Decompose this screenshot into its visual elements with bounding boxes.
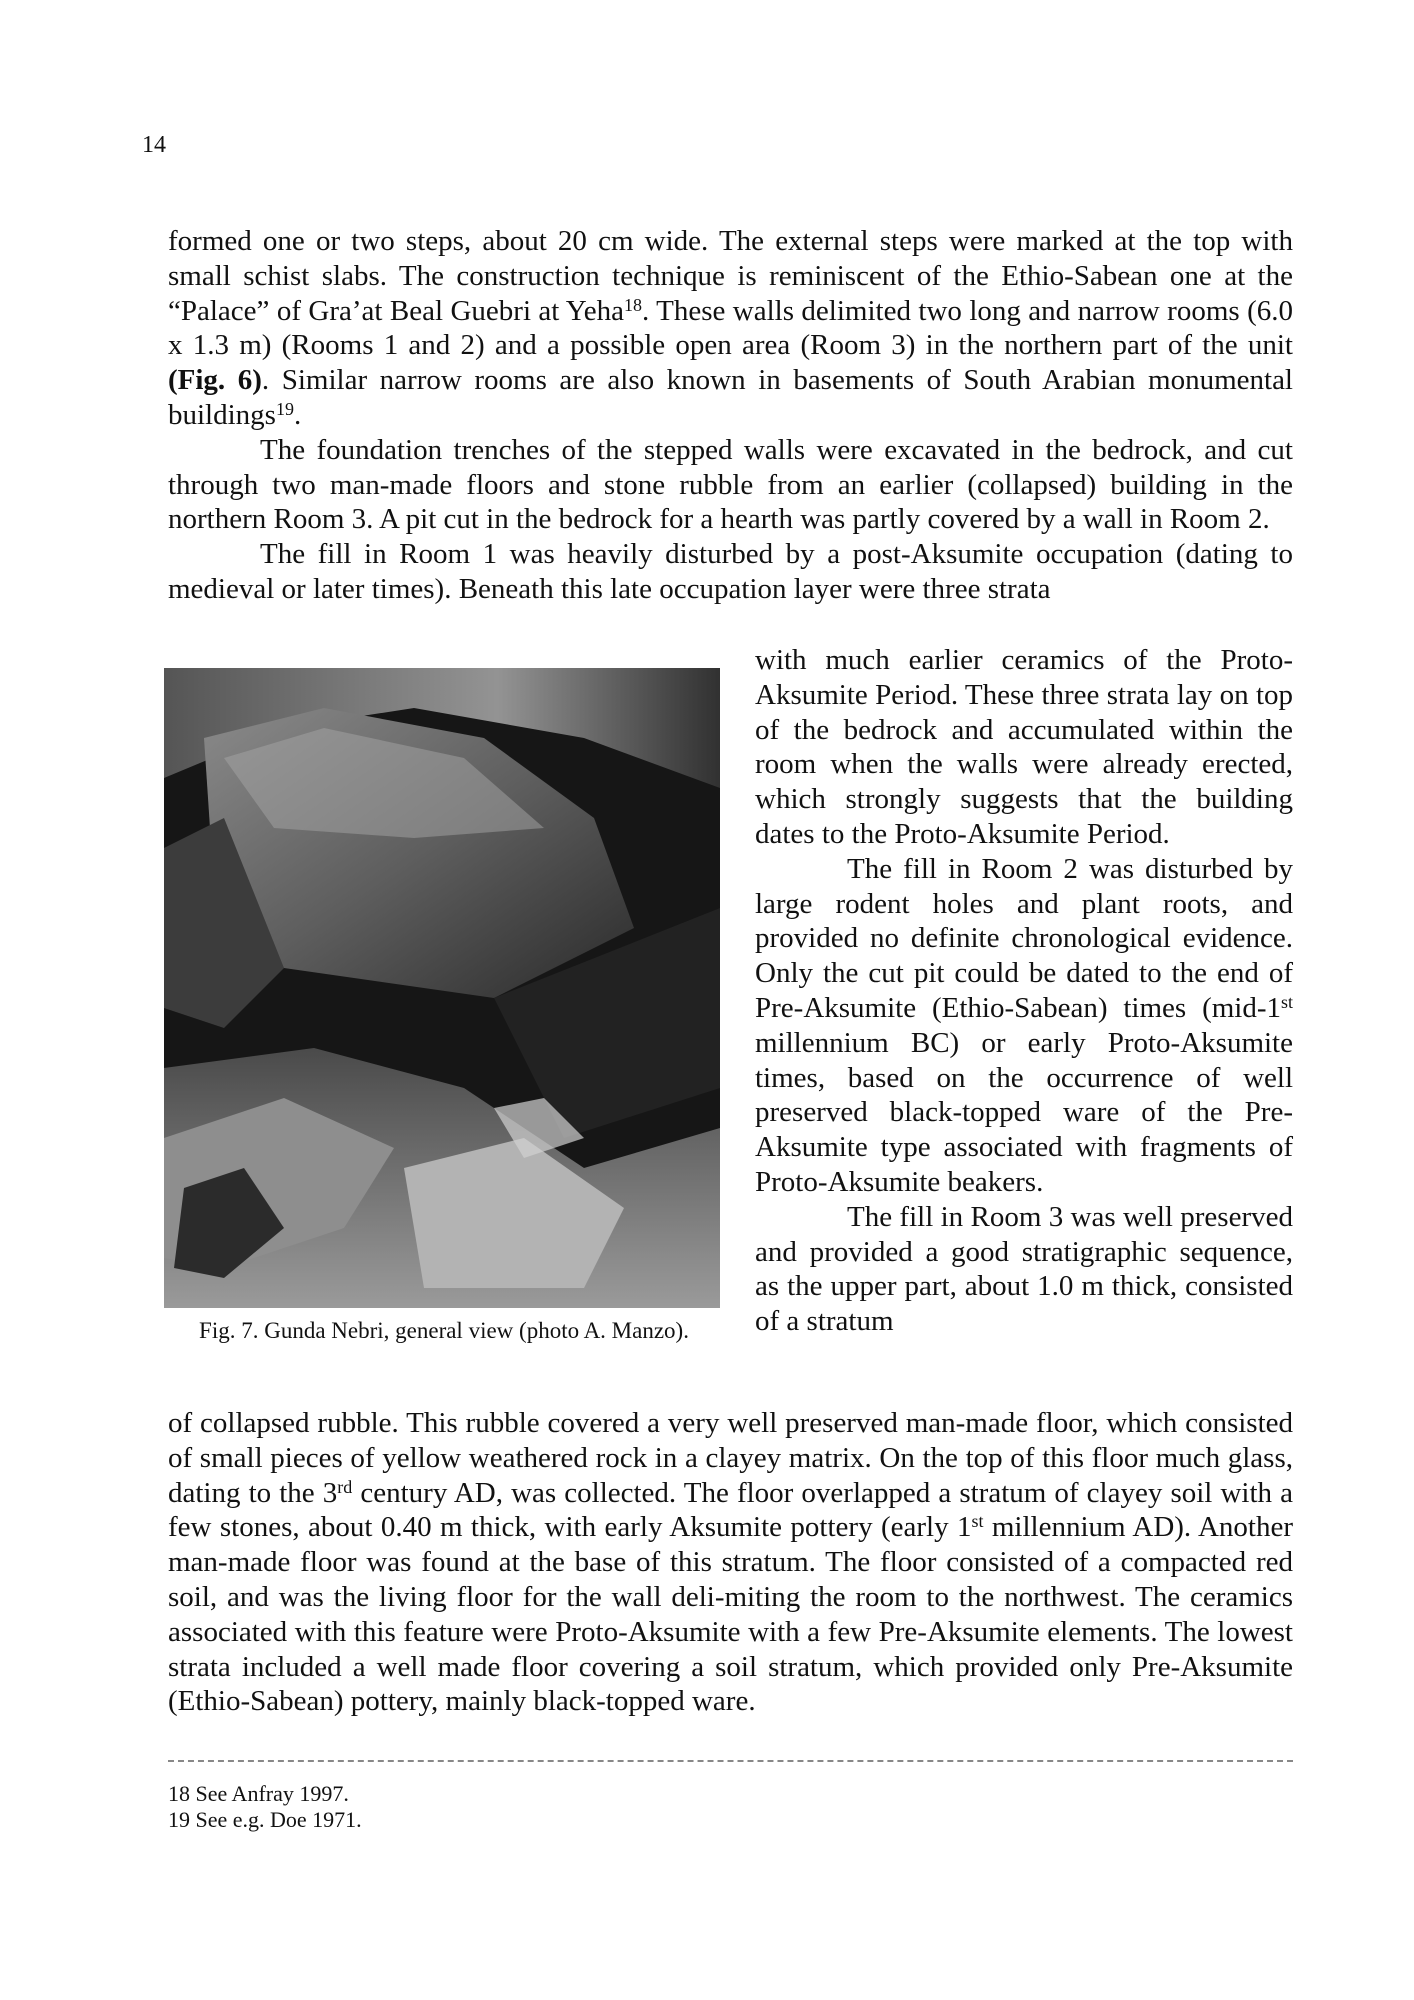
- body-text-bottom: [168, 1406, 1293, 1719]
- paragraph-1: formed one or two steps, about 20 cm wide. The external steps were marked at the top with small schist slabs. The construction technique is reminiscent of the Ethio-Sabean one at the “Palace” of Gra’at Beal Guebri at Yeha$^{18}$. These walls delimited two long and narrow rooms (6.0 x 1.3 m) (Rooms 1 and 2) and a possible open area (Room 3) in the northern part of the unit (Fig. 6). Similar narrow rooms are also known in basements of South Arabian monumental buildings$^{19}$.: [168, 225, 1293, 431]
- paragraph-3: The fill in Room 1 was heavily disturbed by a post-Aksumite occupation (dating to medieval or later times). Beneath this late occupation layer were three strata: [168, 538, 1293, 605]
- body-text-right-column: [755, 643, 1293, 1339]
- paragraph-6: The fill in Room 3 was well preserved and provided a good stratigraphic sequence, as the upper part, about 1.0 m thick, consisted of a stratum: [755, 1200, 1293, 1338]
- footnote-separator: [168, 1760, 1293, 1762]
- footnote-18: 18 See Anfray 1997.: [168, 1781, 349, 1806]
- page-number: 14: [142, 132, 166, 158]
- paragraph-2: The foundation trenches of the stepped walls were excavated in the bedrock, and cut through two man-made floors and stone rubble from an earlier (collapsed) building in the northern Room 3. A pit cut in the bedrock for a hearth was partly covered by a wall in Room 2.: [168, 433, 1293, 536]
- footnotes: [168, 1781, 362, 1833]
- rock-photo-image: [164, 668, 720, 1308]
- footnote-19: 19 See e.g. Doe 1971.: [168, 1807, 362, 1832]
- body-text-top: [168, 224, 1293, 607]
- paragraph-4: with much earlier ceramics of the Proto-Aksumite Period. These three strata lay on top of the bedrock and accumulated within the room when the walls were already erected, which strongly suggests that the building dates to the Proto-Aksumite Period.: [755, 644, 1293, 850]
- paragraph-7: of collapsed rubble. This rubble covered a very well preserved man-made floor, which consisted of small pieces of yellow weathered rock in a clayey matrix. On the top of this floor much glass, dating to the 3rd century AD, was collected. The floor overlapped a stratum of clayey soil with a few stones, about 0.40 m thick, with early Aksumite pottery (early 1st millennium AD). Another man-made floor was found at the base of this stratum. The floor consisted of a compacted red soil, and was the living floor for the wall deli-miting the room to the northwest. The ceramics associated with this feature were Proto-Aksumite with a few Pre-Aksumite elements. The lowest strata included a well made floor covering a soil stratum, which provided only Pre-Aksumite (Ethio-Sabean) pottery, mainly black-topped ware.: [168, 1407, 1294, 1718]
- figure-photo: [164, 668, 720, 1308]
- paragraph-5: The fill in Room 2 was disturbed by large rodent holes and plant roots, and provided no definite chronological evidence. Only the cut pit could be dated to the end of Pre-Aksumite (Ethio-Sabean) times (mid-1st millennium BC) or early Proto-Aksumite times, based on the occurrence of well preserved black-topped ware of the Pre-Aksumite type associated with fragments of Proto-Aksumite beakers.: [755, 852, 1293, 1198]
- figure-caption: Fig. 7. Gunda Nebri, general view (photo A. Manzo).: [199, 1318, 689, 1343]
